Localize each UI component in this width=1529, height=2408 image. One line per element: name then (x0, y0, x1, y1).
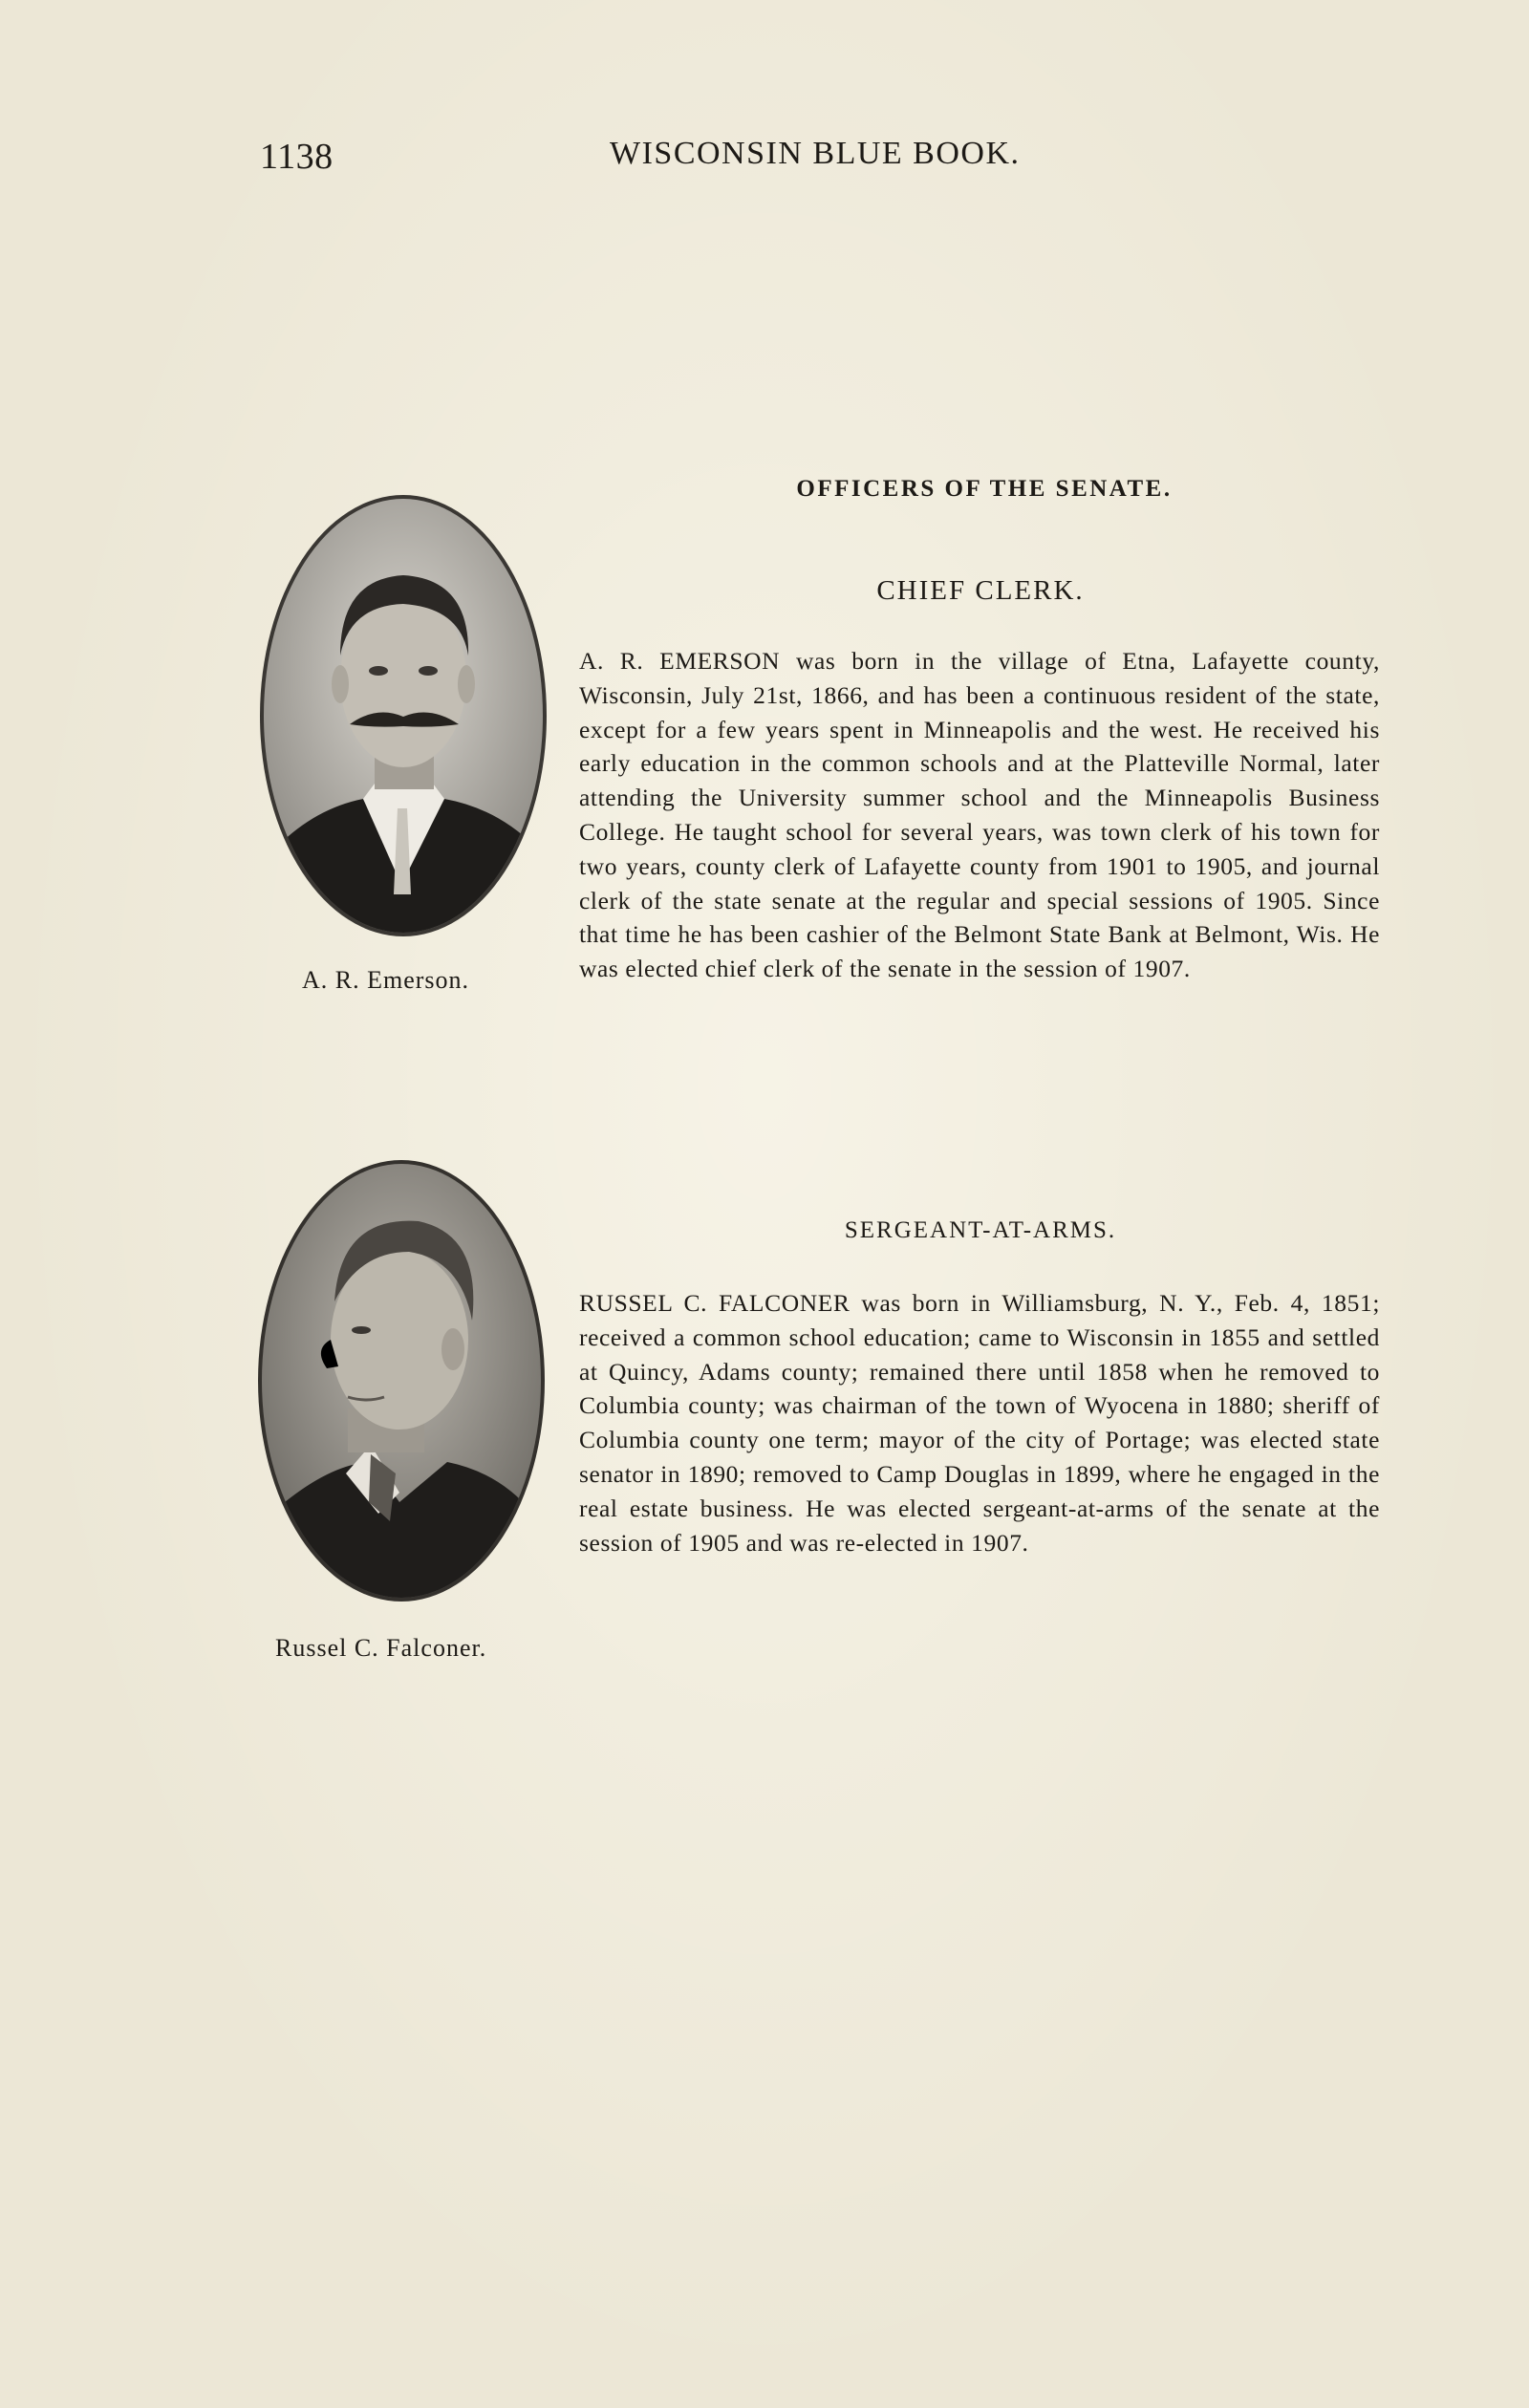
page-number: 1138 (260, 137, 334, 177)
bio-emerson: A. R. EMERSON was born in the village of Etna, Lafayette county, Wisconsin, July 21st, 1866, and has been a continuous resident of the state, except for a few years spent in Minneapolis and the west. He received his early education in the common schools and at the Platteville Normal, later attending the University summer school and the Minneapolis Business College. He taught school for several years, was town clerk of his town for two years, county clerk of Lafayette county from 1901 to 1905, and journal clerk of the state senate at the regular and special sessions of 1905. Since that time he has been cashier of the Belmont State Bank at Belmont, Wis. He was elected chief clerk of the senate in the session of 1907. (579, 647, 1380, 983)
caption-emerson: A. R. Emerson. (302, 966, 470, 994)
bio-falconer: RUSSEL C. FALCONER was born in Williamsburg, N. Y., Feb. 4, 1851; received a common school education; came to Wisconsin in 1855 and settled at Quincy, Adams county; remained there until 1858 when he removed to Columbia county; was chairman of the town of Wyocena in 1880; sheriff of Columbia county one term; mayor of the city of Portage; was elected state senator in 1890; removed to Camp Douglas in 1899, where he engaged in the real estate business. He was elected sergeant-at-arms of the senate at the session of 1905 and was re-elected in 1907. (579, 1289, 1380, 1557)
section-title: OFFICERS OF THE SENATE. (796, 476, 1173, 502)
running-title: WISCONSIN BLUE BOOK. (610, 136, 1021, 171)
caption-falconer: Russel C. Falconer. (275, 1634, 487, 1662)
portrait-emerson (258, 493, 549, 938)
portrait-falconer (256, 1158, 547, 1603)
heading-sergeant-at-arms: SERGEANT-AT-ARMS. (844, 1217, 1117, 1243)
running-header (260, 136, 1063, 183)
heading-chief-clerk: CHIEF CLERK. (876, 575, 1085, 606)
